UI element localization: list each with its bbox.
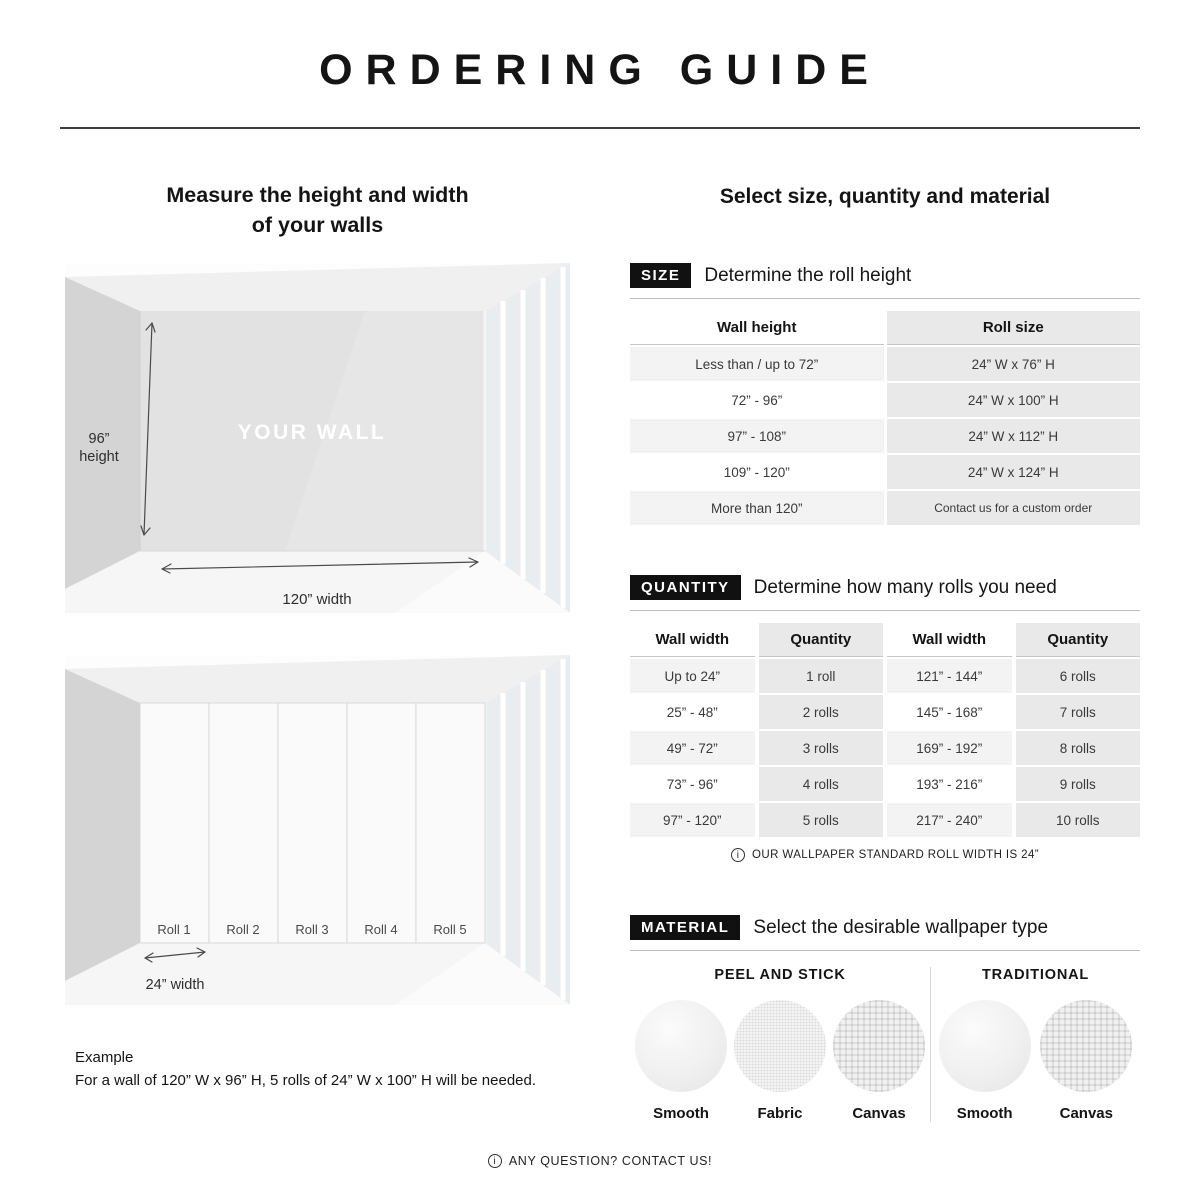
fabric-texture-icon — [734, 1000, 826, 1092]
quantity-table — [630, 623, 1140, 837]
left-wall — [65, 669, 140, 981]
qty-cell-4-1: 5 rolls — [759, 803, 884, 837]
size-cell-roll-size-1: 24” W x 100” H — [887, 383, 1141, 417]
qty-cell-2-0: 49” - 72” — [630, 731, 755, 765]
swatch-fabric — [732, 1000, 828, 1122]
footer-contact-text: ANY QUESTION? CONTACT US! — [508, 1154, 713, 1168]
size-section-header — [630, 263, 1140, 299]
left-heading-line1: Measure the height and width — [166, 183, 469, 207]
size-badge: SIZE — [630, 263, 691, 288]
material-group-peel-and-stick — [630, 967, 930, 1122]
smooth-texture-icon — [939, 1000, 1031, 1092]
qty-cell-1-1: 2 rolls — [759, 695, 884, 729]
roll-4-label: Roll 4 — [364, 922, 398, 937]
size-table — [630, 311, 1140, 525]
width-label: 120” width — [282, 591, 352, 608]
roll-panel — [209, 703, 278, 943]
qty-cell-0-1: 1 roll — [759, 659, 884, 693]
roll-width-note — [630, 848, 1140, 862]
size-cell-wall-height-1: 72” - 96” — [731, 392, 783, 408]
qty-cell-2-2: 169” - 192” — [887, 731, 1012, 765]
qty-cell-2-3: 8 rolls — [1016, 731, 1141, 765]
material-section-header — [630, 915, 1140, 951]
material-badge: MATERIAL — [630, 915, 740, 940]
qty-cell-1-0: 25” - 48” — [666, 704, 718, 720]
roll-panel — [140, 703, 209, 943]
left-column-heading — [65, 180, 570, 240]
size-section — [630, 263, 1140, 525]
qty-cell-4-2: 217” - 240” — [887, 803, 1012, 837]
smooth-texture-icon — [635, 1000, 727, 1092]
size-cell-wall-height-4: More than 120” — [630, 491, 884, 525]
size-cell-wall-height-2: 97” - 108” — [630, 419, 884, 453]
swatch-label: Smooth — [956, 1105, 1013, 1122]
size-cell-roll-size-0: 24” W x 76” H — [887, 347, 1141, 381]
qty-cell-3-3: 9 rolls — [1016, 767, 1141, 801]
size-cell-roll-size-4: Contact us for a custom order — [887, 491, 1141, 525]
right-column-heading: Select size, quantity and material — [719, 185, 1051, 208]
example-text: For a wall of 120” W x 96” H, 5 rolls of 24” W x 100” H will be needed. — [75, 1072, 537, 1089]
canvas-texture-icon — [1040, 1000, 1132, 1092]
swatch-smooth — [633, 1000, 729, 1122]
qty-header-wall-width-b: Wall width — [887, 623, 1012, 657]
example-title: Example — [75, 1049, 134, 1066]
swatch-label: Canvas — [1059, 1105, 1113, 1122]
wallpaper-roll-panels — [140, 703, 485, 943]
size-cell-roll-size-2: 24” W x 112” H — [887, 419, 1141, 453]
roll-panel — [278, 703, 347, 943]
qty-cell-3-1: 4 rolls — [759, 767, 884, 801]
size-cell-wall-height-3: 109” - 120” — [723, 464, 790, 480]
page-title: ORDERING GUIDE — [319, 46, 881, 94]
roll-width-label: 24” width — [145, 977, 205, 993]
size-header-roll-size: Roll size — [887, 311, 1141, 345]
swatch-canvas — [1038, 1000, 1134, 1122]
qty-cell-0-2: 121” - 144” — [887, 659, 1012, 693]
roll-panel — [416, 703, 485, 943]
canvas-texture-icon — [833, 1000, 925, 1092]
swatch-label: Fabric — [757, 1105, 803, 1122]
info-icon — [731, 848, 745, 862]
your-wall-label: YOUR WALL — [237, 421, 387, 444]
quantity-section-header — [630, 575, 1140, 611]
qty-cell-4-0: 97” - 120” — [630, 803, 755, 837]
qty-cell-3-0: 73” - 96” — [666, 776, 718, 792]
swatch-label: Smooth — [653, 1105, 709, 1122]
info-icon — [488, 1154, 502, 1168]
roll-3-label: Roll 3 — [295, 922, 329, 937]
roll-2-label: Roll 2 — [226, 922, 260, 937]
height-value-label: 96” — [88, 431, 110, 447]
material-section — [630, 915, 1140, 1122]
peel-and-stick-title: PEEL AND STICK — [714, 967, 846, 983]
qty-cell-2-1: 3 rolls — [759, 731, 884, 765]
roll-panel — [347, 703, 416, 943]
size-cell-wall-height-0: Less than / up to 72” — [630, 347, 884, 381]
qty-cell-1-2: 145” - 168” — [916, 704, 983, 720]
roll-5-label: Roll 5 — [433, 922, 467, 937]
room-structure — [65, 655, 570, 1005]
qty-cell-4-3: 10 rolls — [1016, 803, 1141, 837]
size-cell-roll-size-3: 24” W x 124” H — [887, 455, 1141, 489]
example-block — [75, 1048, 565, 1091]
room-illustration-rolls — [65, 655, 570, 1005]
left-heading-line2: of your walls — [251, 213, 384, 237]
material-group-traditional — [930, 967, 1140, 1122]
qty-cell-3-2: 193” - 216” — [916, 776, 983, 792]
material-body — [630, 967, 1140, 1122]
size-subtitle: Determine the roll height — [704, 264, 912, 286]
traditional-title: TRADITIONAL — [981, 967, 1090, 983]
qty-cell-0-3: 6 rolls — [1016, 659, 1141, 693]
swatch-label: Canvas — [852, 1105, 906, 1122]
footer-contact — [0, 1154, 1200, 1168]
quantity-section — [630, 575, 1140, 837]
traditional-swatches — [931, 1000, 1140, 1122]
qty-cell-1-3: 7 rolls — [1016, 695, 1141, 729]
peel-and-stick-swatches — [630, 1000, 930, 1122]
quantity-badge: QUANTITY — [630, 575, 741, 600]
qty-header-wall-width-a: Wall width — [630, 623, 755, 657]
roll-1-label: Roll 1 — [157, 922, 191, 937]
quantity-subtitle: Determine how many rolls you need — [753, 576, 1057, 598]
material-subtitle: Select the desirable wallpaper type — [753, 916, 1049, 938]
height-word-label: height — [79, 449, 119, 465]
swatch-smooth — [937, 1000, 1033, 1122]
swatch-canvas — [831, 1000, 927, 1122]
qty-header-quantity-a: Quantity — [759, 623, 884, 657]
qty-cell-0-0: Up to 24” — [630, 659, 755, 693]
room-illustration-measure — [65, 263, 570, 613]
roll-width-note-text: OUR WALLPAPER STANDARD ROLL WIDTH IS 24” — [752, 849, 1039, 861]
title-divider — [60, 127, 1140, 129]
qty-header-quantity-b: Quantity — [1016, 623, 1141, 657]
size-header-wall-height: Wall height — [630, 311, 884, 345]
